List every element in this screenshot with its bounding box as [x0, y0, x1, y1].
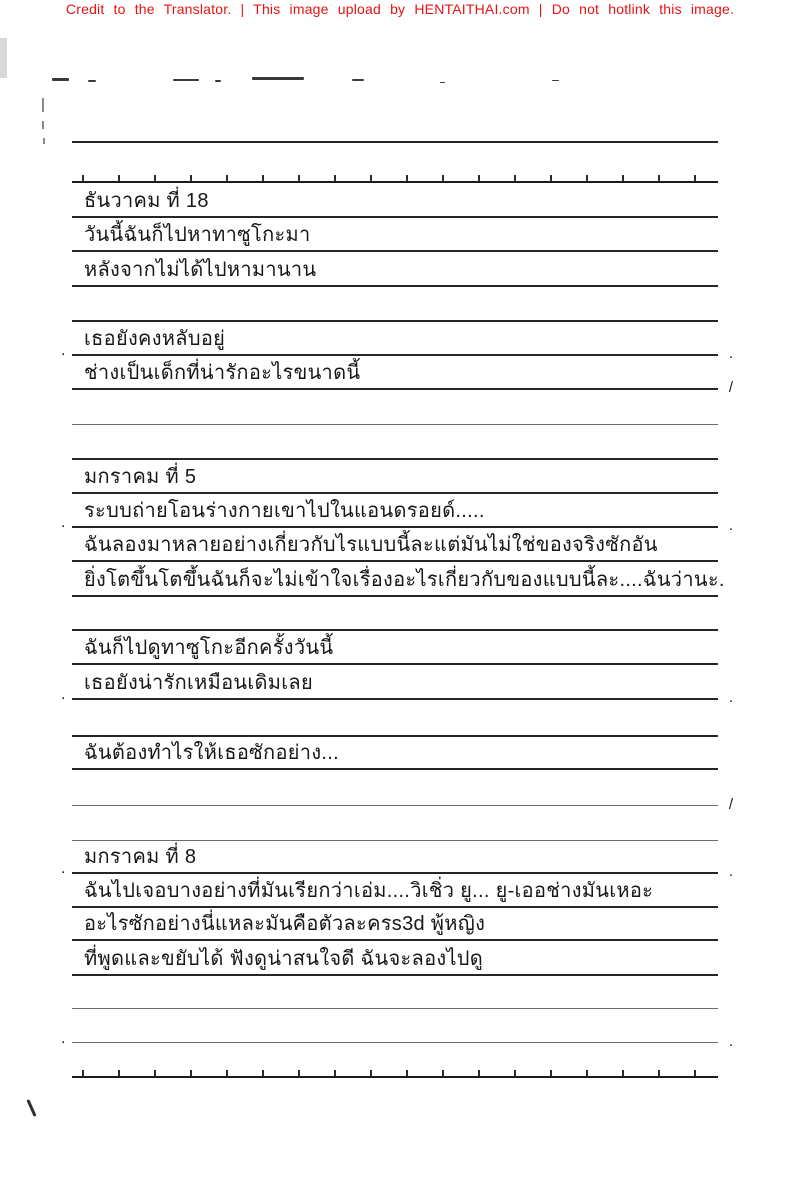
- handwritten-text: ฉันไปเจอบางอย่างที่มันเรียกว่าเอ่ม....วิเชิ่ว ยู... ยู-เออช่างมันเหอะ: [84, 880, 654, 902]
- stray-dot-mark: /: [728, 379, 733, 396]
- diary-text-line: [72, 738, 718, 770]
- diary-text-line: [61, 668, 733, 706]
- margin-dash-mark: [42, 98, 44, 112]
- credit-banner-text: Credit to the Translator. | This image upload by HENTAITHAI.com | Do not hotlink this image.: [65, 1, 735, 17]
- diary-text-line: [72, 462, 718, 494]
- ruled-line: [72, 151, 718, 183]
- handwritten-text: ฉันก็ไปดูทาซูโกะอีกครั้งวันนี้: [84, 637, 334, 659]
- diary-text-line: [72, 876, 718, 908]
- handwritten-text: ฉันลองมาหลายอย่างเกี่ยวกับไรแบบนี้ละแต่มันไม่ใช่ของจริงซักอัน: [84, 534, 658, 556]
- diary-text-line: [61, 324, 733, 362]
- diary-text-line: [72, 255, 718, 287]
- stray-dot-mark: /: [728, 796, 733, 813]
- handwritten-text: ช่างเป็นเด็กที่น่ารักอะไรขนาดนี้: [84, 362, 361, 384]
- smudge-mark: [173, 79, 199, 81]
- handwritten-text: อะไรซักอย่างนี่แหละมันคือตัวละครs3d พู้หญิง: [84, 913, 486, 935]
- diary-text-line: [72, 186, 718, 218]
- ruled-line: [72, 809, 718, 841]
- smudge-mark: [52, 78, 69, 81]
- stray-dot-mark: .: [61, 860, 66, 877]
- diary-text-line: [72, 633, 718, 665]
- handwritten-text: เธอยังน่ารักเหมือนเดิมเลย: [84, 672, 313, 694]
- handwritten-text: ฉันต้องทำไรให้เธอซักอย่าง...: [84, 742, 339, 764]
- diary-text-line: [61, 496, 733, 534]
- handwritten-text: หลังจากไม่ได้ไปหามานาน: [84, 259, 317, 281]
- ruled-line: [72, 393, 718, 425]
- margin-dash-mark: [42, 121, 44, 129]
- stray-dot-mark: .: [61, 342, 66, 359]
- ruled-line: [72, 705, 718, 737]
- diary-text-line: [72, 358, 733, 396]
- stray-dot-mark: .: [728, 345, 733, 362]
- ruled-line: [72, 1046, 718, 1078]
- scan-edge-shadow: [0, 38, 7, 78]
- handwritten-text: ระบบถ่ายโอนร่างกายเขาไปในแอนดรอยด์.....: [84, 500, 485, 522]
- smudge-mark: [88, 80, 96, 82]
- stray-dot-mark: .: [61, 1030, 66, 1047]
- pen-stroke-mark: [26, 1099, 36, 1117]
- smudge-mark: [552, 80, 559, 81]
- diary-text-line: [61, 842, 733, 880]
- diary-text-line: [72, 565, 725, 597]
- ruled-line: [72, 599, 718, 631]
- margin-dash-mark: [43, 138, 45, 144]
- smudge-mark: [252, 77, 304, 80]
- handwritten-text: มกราคม ที่ 5: [84, 466, 197, 488]
- handwritten-text: วันนี้ฉันก็ไปหาทาซูโกะมา: [84, 224, 311, 246]
- stray-dot-mark: .: [728, 863, 733, 880]
- ruled-line: [72, 111, 718, 143]
- diary-text-line: [72, 944, 718, 976]
- diary-text-line: [72, 530, 718, 562]
- stray-dot-mark: .: [728, 689, 733, 706]
- diary-text-line: [72, 909, 718, 941]
- stray-dot-mark: .: [728, 517, 733, 534]
- stray-dot-mark: .: [728, 1033, 733, 1050]
- ruled-line: [72, 977, 718, 1009]
- diary-text-line: [72, 220, 718, 252]
- ruled-line: [72, 774, 733, 813]
- ruled-line: [61, 1011, 733, 1050]
- ruled-line: [72, 290, 718, 322]
- stray-dot-mark: .: [61, 686, 66, 703]
- handwritten-text: ธันวาคม ที่ 18: [84, 190, 209, 212]
- ruled-line: [72, 428, 718, 460]
- handwritten-text: มกราคม ที่ 8: [84, 846, 197, 868]
- smudge-mark: [215, 80, 221, 82]
- smudge-mark: [440, 82, 445, 83]
- smudge-mark: [352, 79, 364, 81]
- handwritten-text: ยิ่งโตขึ้นโตขึ้นฉันก็จะไม่เข้าใจเรื่องอะไรเกี่ยวกับของแบบนี้ละ....ฉันว่านะ.: [84, 569, 725, 591]
- stray-dot-mark: .: [61, 514, 66, 531]
- handwritten-text: เธอยังคงหลับอยู่: [84, 328, 226, 350]
- handwritten-text: ที่พูดและขยับได้ ฟังดูน่าสนใจดี ฉันจะลองไปดู: [84, 948, 484, 970]
